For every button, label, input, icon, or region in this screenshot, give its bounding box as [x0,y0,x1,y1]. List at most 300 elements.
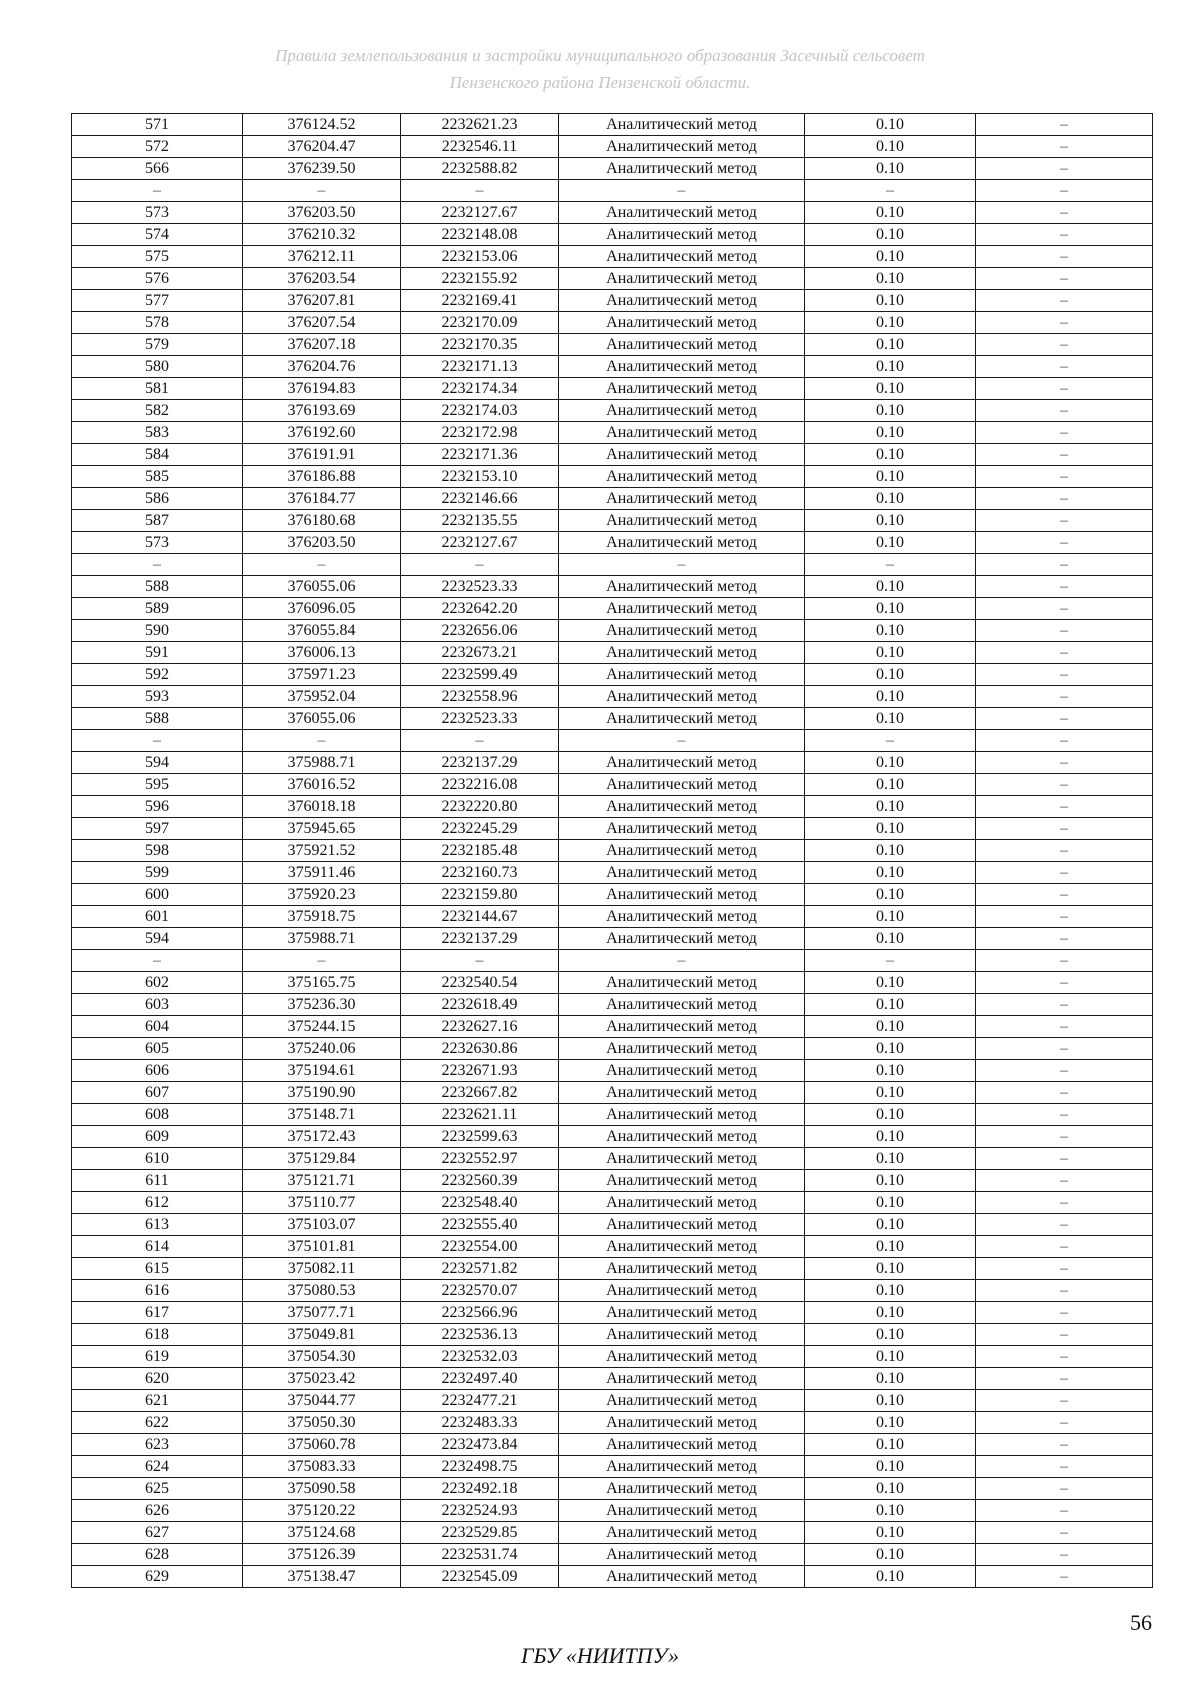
x-coordinate-cell: 375945.65 [243,818,401,840]
accuracy-cell: 0.10 [805,378,976,400]
y-coordinate-cell: 2232492.18 [401,1478,559,1500]
description-cell: – [976,1390,1153,1412]
y-coordinate-cell: 2232548.40 [401,1192,559,1214]
table-row [72,224,1153,246]
description-cell: – [976,730,1153,752]
x-coordinate-cell: 376055.84 [243,620,401,642]
accuracy-cell: 0.10 [805,862,976,884]
x-coordinate-cell: 375083.33 [243,1456,401,1478]
point-number-cell: 601 [72,906,243,928]
accuracy-cell: 0.10 [805,642,976,664]
x-coordinate-cell: 376006.13 [243,642,401,664]
table-row [72,554,1153,576]
table-row [72,510,1153,532]
accuracy-cell: 0.10 [805,796,976,818]
accuracy-cell: 0.10 [805,906,976,928]
x-coordinate-cell: 375988.71 [243,752,401,774]
accuracy-cell: 0.10 [805,268,976,290]
method-cell: Аналитический метод [559,1500,805,1522]
table-row [72,312,1153,334]
method-cell: – [559,950,805,972]
accuracy-cell: 0.10 [805,928,976,950]
accuracy-cell: 0.10 [805,1258,976,1280]
table-row [72,1456,1153,1478]
description-cell: – [976,1566,1153,1588]
table-row [72,928,1153,950]
x-coordinate-cell: 375952.04 [243,686,401,708]
method-cell: Аналитический метод [559,532,805,554]
method-cell: Аналитический метод [559,1082,805,1104]
point-number-cell: 584 [72,444,243,466]
description-cell: – [976,1214,1153,1236]
y-coordinate-cell: 2232552.97 [401,1148,559,1170]
point-number-cell: 613 [72,1214,243,1236]
y-coordinate-cell: 2232174.03 [401,400,559,422]
y-coordinate-cell: 2232621.11 [401,1104,559,1126]
y-coordinate-cell: 2232155.92 [401,268,559,290]
point-number-cell: 607 [72,1082,243,1104]
accuracy-cell: 0.10 [805,422,976,444]
method-cell: Аналитический метод [559,1236,805,1258]
table-row [72,466,1153,488]
point-number-cell: 591 [72,642,243,664]
x-coordinate-cell: 376193.69 [243,400,401,422]
table-row [72,1478,1153,1500]
method-cell: Аналитический метод [559,818,805,840]
point-number-cell: 623 [72,1434,243,1456]
accuracy-cell: 0.10 [805,774,976,796]
point-number-cell: 615 [72,1258,243,1280]
table-row [72,488,1153,510]
description-cell: – [976,202,1153,224]
point-number-cell: 612 [72,1192,243,1214]
y-coordinate-cell: 2232566.96 [401,1302,559,1324]
description-cell: – [976,1016,1153,1038]
table-row [72,1038,1153,1060]
table-row [72,268,1153,290]
table-row [72,1258,1153,1280]
x-coordinate-cell: 376124.52 [243,114,401,136]
method-cell: Аналитический метод [559,1104,805,1126]
method-cell: Аналитический метод [559,1258,805,1280]
point-number-cell: 598 [72,840,243,862]
x-coordinate-cell: 375077.71 [243,1302,401,1324]
y-coordinate-cell: 2232570.07 [401,1280,559,1302]
method-cell: Аналитический метод [559,884,805,906]
description-cell: – [976,1126,1153,1148]
method-cell: Аналитический метод [559,1544,805,1566]
description-cell: – [976,158,1153,180]
header-line-2: Пензенского района Пензенской области. [449,73,751,92]
point-number-cell: 587 [72,510,243,532]
method-cell: Аналитический метод [559,378,805,400]
table-row [72,1500,1153,1522]
accuracy-cell: – [805,950,976,972]
x-coordinate-cell: 376212.11 [243,246,401,268]
accuracy-cell: 0.10 [805,224,976,246]
document-header [0,42,1200,96]
y-coordinate-cell: 2232536.13 [401,1324,559,1346]
x-coordinate-cell: 375194.61 [243,1060,401,1082]
description-cell: – [976,334,1153,356]
accuracy-cell: – [805,554,976,576]
method-cell: Аналитический метод [559,510,805,532]
point-number-cell: 622 [72,1412,243,1434]
accuracy-cell: 0.10 [805,532,976,554]
x-coordinate-cell: 376016.52 [243,774,401,796]
point-number-cell: 624 [72,1456,243,1478]
method-cell: Аналитический метод [559,202,805,224]
x-coordinate-cell: 375236.30 [243,994,401,1016]
y-coordinate-cell: 2232153.10 [401,466,559,488]
description-cell: – [976,1456,1153,1478]
point-number-cell: 571 [72,114,243,136]
y-coordinate-cell: 2232642.20 [401,598,559,620]
y-coordinate-cell: 2232621.23 [401,114,559,136]
description-cell: – [976,1346,1153,1368]
method-cell: Аналитический метод [559,620,805,642]
description-cell: – [976,906,1153,928]
accuracy-cell: 0.10 [805,290,976,312]
description-cell: – [976,510,1153,532]
method-cell: Аналитический метод [559,114,805,136]
x-coordinate-cell: 376207.81 [243,290,401,312]
point-number-cell: 611 [72,1170,243,1192]
y-coordinate-cell: 2232170.35 [401,334,559,356]
method-cell: – [559,180,805,202]
point-number-cell: 576 [72,268,243,290]
accuracy-cell: 0.10 [805,1456,976,1478]
x-coordinate-cell: 376184.77 [243,488,401,510]
y-coordinate-cell: 2232532.03 [401,1346,559,1368]
description-cell: – [976,598,1153,620]
method-cell: Аналитический метод [559,444,805,466]
table-row [72,334,1153,356]
method-cell: Аналитический метод [559,1434,805,1456]
description-cell: – [976,444,1153,466]
point-number-cell: 597 [72,818,243,840]
method-cell: Аналитический метод [559,1478,805,1500]
table-row [72,950,1153,972]
point-number-cell: 593 [72,686,243,708]
point-number-cell: 600 [72,884,243,906]
y-coordinate-cell: 2232216.08 [401,774,559,796]
description-cell: – [976,1478,1153,1500]
y-coordinate-cell: – [401,730,559,752]
x-coordinate-cell: 375080.53 [243,1280,401,1302]
accuracy-cell: 0.10 [805,1324,976,1346]
method-cell: Аналитический метод [559,136,805,158]
description-cell: – [976,180,1153,202]
point-number-cell: 592 [72,664,243,686]
description-cell: – [976,1324,1153,1346]
table-row [72,114,1153,136]
x-coordinate-cell: 376191.91 [243,444,401,466]
y-coordinate-cell: 2232630.86 [401,1038,559,1060]
point-number-cell: 628 [72,1544,243,1566]
table-row [72,444,1153,466]
y-coordinate-cell: 2232656.06 [401,620,559,642]
x-coordinate-cell: 376186.88 [243,466,401,488]
table-row [72,796,1153,818]
method-cell: Аналитический метод [559,1346,805,1368]
point-number-cell: 603 [72,994,243,1016]
method-cell: Аналитический метод [559,928,805,950]
description-cell: – [976,576,1153,598]
description-cell: – [976,620,1153,642]
x-coordinate-cell: 375918.75 [243,906,401,928]
point-number-cell: 614 [72,1236,243,1258]
table-row [72,708,1153,730]
method-cell: Аналитический метод [559,158,805,180]
y-coordinate-cell: 2232483.33 [401,1412,559,1434]
description-cell: – [976,290,1153,312]
x-coordinate-cell: 375060.78 [243,1434,401,1456]
y-coordinate-cell: 2232153.06 [401,246,559,268]
accuracy-cell: – [805,180,976,202]
x-coordinate-cell: 376055.06 [243,576,401,598]
method-cell: Аналитический метод [559,1566,805,1588]
y-coordinate-cell: 2232498.75 [401,1456,559,1478]
method-cell: Аналитический метод [559,796,805,818]
table-row [72,1434,1153,1456]
y-coordinate-cell: 2232560.39 [401,1170,559,1192]
x-coordinate-cell: 375120.22 [243,1500,401,1522]
table-row [72,1346,1153,1368]
table-row [72,862,1153,884]
description-cell: – [976,708,1153,730]
x-coordinate-cell: 375172.43 [243,1126,401,1148]
accuracy-cell: 0.10 [805,1148,976,1170]
y-coordinate-cell: 2232627.16 [401,1016,559,1038]
x-coordinate-cell: 376207.18 [243,334,401,356]
point-number-cell: 595 [72,774,243,796]
y-coordinate-cell: 2232540.54 [401,972,559,994]
y-coordinate-cell: 2232171.13 [401,356,559,378]
table-row [72,1412,1153,1434]
method-cell: Аналитический метод [559,356,805,378]
description-cell: – [976,1236,1153,1258]
accuracy-cell: 0.10 [805,1170,976,1192]
x-coordinate-cell: 375138.47 [243,1566,401,1588]
table-row [72,1280,1153,1302]
description-cell: – [976,1302,1153,1324]
point-number-cell: 618 [72,1324,243,1346]
point-number-cell: 579 [72,334,243,356]
x-coordinate-cell: 375090.58 [243,1478,401,1500]
description-cell: – [976,400,1153,422]
coordinates-table-body [72,114,1153,1588]
point-number-cell: 609 [72,1126,243,1148]
y-coordinate-cell: 2232588.82 [401,158,559,180]
x-coordinate-cell: 375165.75 [243,972,401,994]
x-coordinate-cell: 376210.32 [243,224,401,246]
table-row [72,356,1153,378]
point-number-cell: 588 [72,708,243,730]
point-number-cell: 566 [72,158,243,180]
description-cell: – [976,1280,1153,1302]
accuracy-cell: 0.10 [805,1214,976,1236]
x-coordinate-cell: 375054.30 [243,1346,401,1368]
description-cell: – [976,1500,1153,1522]
y-coordinate-cell: 2232171.36 [401,444,559,466]
y-coordinate-cell: – [401,180,559,202]
x-coordinate-cell: 375911.46 [243,862,401,884]
method-cell: Аналитический метод [559,862,805,884]
accuracy-cell: 0.10 [805,1016,976,1038]
point-number-cell: 608 [72,1104,243,1126]
accuracy-cell: 0.10 [805,1126,976,1148]
accuracy-cell: 0.10 [805,334,976,356]
x-coordinate-cell: 376096.05 [243,598,401,620]
table-row [72,202,1153,224]
point-number-cell: 586 [72,488,243,510]
description-cell: – [976,1082,1153,1104]
table-row [72,1390,1153,1412]
accuracy-cell: 0.10 [805,1280,976,1302]
accuracy-cell: 0.10 [805,488,976,510]
accuracy-cell: 0.10 [805,1544,976,1566]
y-coordinate-cell: 2232148.08 [401,224,559,246]
table-row [72,620,1153,642]
accuracy-cell: 0.10 [805,576,976,598]
point-number-cell: – [72,730,243,752]
description-cell: – [976,554,1153,576]
y-coordinate-cell: 2232523.33 [401,576,559,598]
method-cell: Аналитический метод [559,224,805,246]
description-cell: – [976,774,1153,796]
accuracy-cell: 0.10 [805,1082,976,1104]
method-cell: Аналитический метод [559,906,805,928]
method-cell: Аналитический метод [559,1302,805,1324]
method-cell: Аналитический метод [559,708,805,730]
x-coordinate-cell: 375190.90 [243,1082,401,1104]
table-row [72,686,1153,708]
description-cell: – [976,114,1153,136]
point-number-cell: 596 [72,796,243,818]
method-cell: Аналитический метод [559,686,805,708]
x-coordinate-cell: 375971.23 [243,664,401,686]
accuracy-cell: 0.10 [805,1566,976,1588]
accuracy-cell: 0.10 [805,1434,976,1456]
y-coordinate-cell: 2232673.21 [401,642,559,664]
x-coordinate-cell: 375023.42 [243,1368,401,1390]
x-coordinate-cell: 375049.81 [243,1324,401,1346]
method-cell: – [559,554,805,576]
point-number-cell: 594 [72,928,243,950]
point-number-cell: 588 [72,576,243,598]
x-coordinate-cell: 375103.07 [243,1214,401,1236]
table-row [72,136,1153,158]
table-row [72,378,1153,400]
method-cell: Аналитический метод [559,488,805,510]
accuracy-cell: 0.10 [805,136,976,158]
y-coordinate-cell: 2232571.82 [401,1258,559,1280]
table-row [72,994,1153,1016]
table-row [72,1060,1153,1082]
table-row [72,642,1153,664]
point-number-cell: 599 [72,862,243,884]
description-cell: – [976,1060,1153,1082]
accuracy-cell: 0.10 [805,818,976,840]
point-number-cell: 585 [72,466,243,488]
accuracy-cell: 0.10 [805,1522,976,1544]
point-number-cell: 627 [72,1522,243,1544]
x-coordinate-cell: 375121.71 [243,1170,401,1192]
table-row [72,180,1153,202]
y-coordinate-cell: 2232160.73 [401,862,559,884]
x-coordinate-cell: 375101.81 [243,1236,401,1258]
point-number-cell: 625 [72,1478,243,1500]
x-coordinate-cell: 376207.54 [243,312,401,334]
accuracy-cell: 0.10 [805,356,976,378]
description-cell: – [976,1170,1153,1192]
accuracy-cell: 0.10 [805,158,976,180]
x-coordinate-cell: 375050.30 [243,1412,401,1434]
accuracy-cell: 0.10 [805,114,976,136]
y-coordinate-cell: 2232497.40 [401,1368,559,1390]
y-coordinate-cell: 2232172.98 [401,422,559,444]
table-row [72,422,1153,444]
table-row [72,752,1153,774]
x-coordinate-cell: 375082.11 [243,1258,401,1280]
accuracy-cell: 0.10 [805,752,976,774]
method-cell: Аналитический метод [559,752,805,774]
footer-organization: ГБУ «НИИТПУ» [520,1643,680,1668]
table-row [72,906,1153,928]
x-coordinate-cell: – [243,730,401,752]
description-cell: – [976,136,1153,158]
y-coordinate-cell: 2232477.21 [401,1390,559,1412]
accuracy-cell: 0.10 [805,1346,976,1368]
point-number-cell: 581 [72,378,243,400]
point-number-cell: 606 [72,1060,243,1082]
point-number-cell: 574 [72,224,243,246]
method-cell: Аналитический метод [559,1456,805,1478]
accuracy-cell: 0.10 [805,708,976,730]
table-row [72,1324,1153,1346]
x-coordinate-cell: 376203.50 [243,532,401,554]
table-row [72,1148,1153,1170]
method-cell: Аналитический метод [559,290,805,312]
accuracy-cell: 0.10 [805,1104,976,1126]
description-cell: – [976,532,1153,554]
table-row [72,1170,1153,1192]
table-row [72,818,1153,840]
description-cell: – [976,378,1153,400]
accuracy-cell: 0.10 [805,1412,976,1434]
table-row [72,1192,1153,1214]
method-cell: Аналитический метод [559,642,805,664]
method-cell: Аналитический метод [559,334,805,356]
y-coordinate-cell: 2232473.84 [401,1434,559,1456]
accuracy-cell: 0.10 [805,840,976,862]
point-number-cell: 619 [72,1346,243,1368]
table-row [72,532,1153,554]
table-row [72,1544,1153,1566]
method-cell: Аналитический метод [559,1170,805,1192]
point-number-cell: 580 [72,356,243,378]
description-cell: – [976,466,1153,488]
x-coordinate-cell: 376055.06 [243,708,401,730]
method-cell: Аналитический метод [559,1060,805,1082]
method-cell: Аналитический метод [559,1390,805,1412]
method-cell: Аналитический метод [559,268,805,290]
point-number-cell: 605 [72,1038,243,1060]
description-cell: – [976,752,1153,774]
x-coordinate-cell: 375988.71 [243,928,401,950]
point-number-cell: 621 [72,1390,243,1412]
